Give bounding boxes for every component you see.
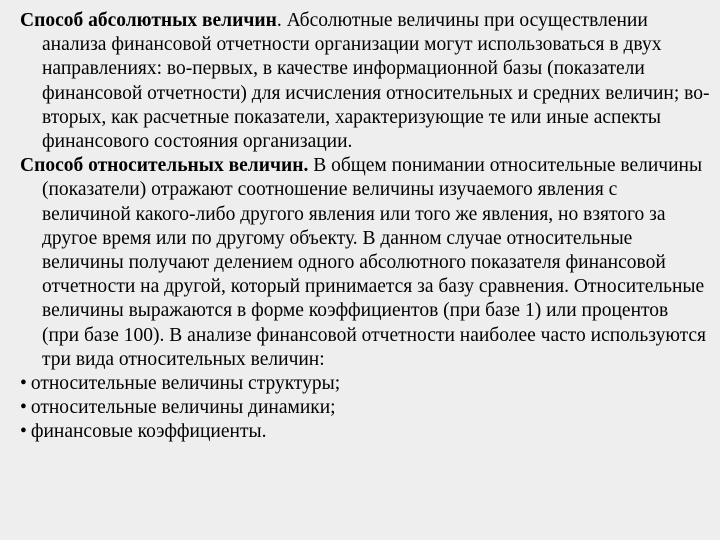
bullet-marker: • — [20, 397, 27, 419]
list-item-text: относительные величины структуры; — [30, 373, 341, 395]
list-item — [20, 396, 710, 420]
slide-content — [20, 9, 710, 445]
term-relative-values: Способ относительных величин. — [20, 155, 309, 177]
bullet-marker: • — [20, 373, 27, 395]
list-item-text: относительные величины динамики; — [30, 397, 336, 419]
paragraph-absolute-values — [20, 9, 710, 154]
paragraph-relative-values-text: В общем понимании относительные величины (показатели) отражают соотношение величины изучаемого явления с величиной какого-либо другого явления или того же явления, но взятого за другое время или по другому объекту. В данном случае относительные величины получают делением одного абсолютного показателя финансовой отчетности на другой, который принимается за базу сравнения. Относительные величины выражаются в форме коэффициентов (при базе 1) или процентов (при базе 100). В анализе финансовой отчетности наиболее часто используются три вида относительных величин: — [42, 155, 707, 370]
bullet-marker: • — [20, 421, 27, 443]
paragraph-relative-values — [20, 154, 710, 372]
list-item — [20, 372, 710, 396]
list-item — [20, 420, 710, 444]
paragraph-absolute-values-text: . Абсолютные величины при осуществлении анализа финансовой отчетности организации могут использоваться в двух направлениях: во-первых, в качестве информационной базы (показатели финансовой отчетности) для исчисления относительных и средних величин; во-вторых, как расчетные показатели, характеризующие те или иные аспекты финансового состояния организации. — [42, 10, 710, 153]
list-item-text: финансовые коэффициенты. — [30, 421, 267, 443]
term-absolute-values: Способ абсолютных величин — [20, 10, 277, 31]
